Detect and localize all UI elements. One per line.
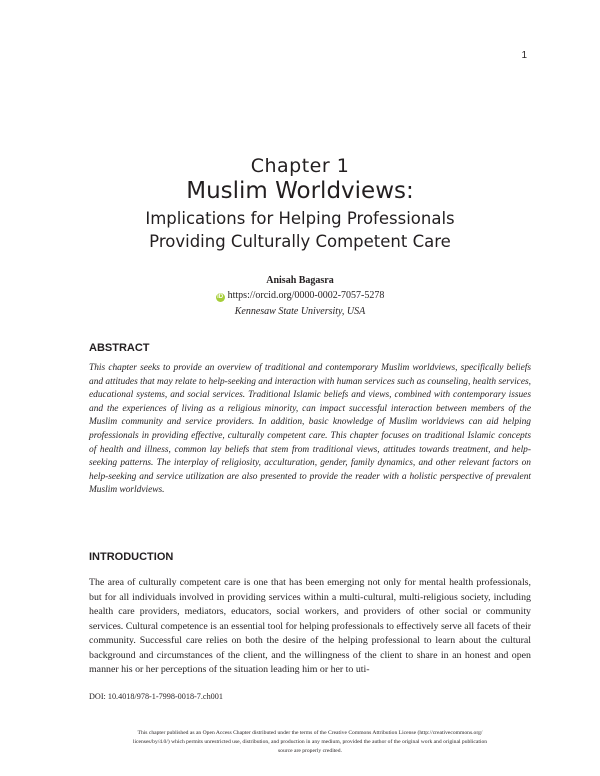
- footnote-line-2: licenses/by/4.0/) which permits unrestricted use, distribution, and production in any medium, provided the author of the original work and original publication: [132, 738, 488, 745]
- introduction-heading: INTRODUCTION: [89, 551, 174, 563]
- author-name: Anisah Bagasra: [266, 275, 334, 286]
- subtitle-line-1: Implications for Helping Professionals: [145, 209, 455, 228]
- affiliation: Kennesaw State University, USA: [234, 306, 366, 317]
- chapter-label: Chapter 1: [250, 155, 350, 177]
- page-number: 1: [521, 50, 527, 61]
- introduction-text: The area of culturally competent care is one that has been emerging not only for mental health professionals, but for all individuals involved in providing services within a multi-cultural, multi-religious society, including health care providers, mediators, educators, social workers, and providers of other social or community services. Cultural competence is an essential tool for helping professionals to effectively serve all facets of their community. Successful care relies on both the desire of the helping professional to learn about the cultural background and circumstances of the client, and the willingness of the client to share in an honest and open manner his or her perceptions of the situation leading him or her to uti-: [89, 577, 531, 675]
- abstract-heading: ABSTRACT: [89, 342, 150, 354]
- footnote-line-1: This chapter published as an Open Access Chapter distributed under the terms of the Creative Commons Attribution License (http://creativecommons.org/: [137, 730, 483, 736]
- chapter-title: Muslim Worldviews:: [186, 178, 414, 204]
- orcid-line: [0, 290, 600, 302]
- chapter-subtitle: [0, 207, 600, 253]
- orcid-link[interactable]: https://orcid.org/0000-0002-7057-5278: [227, 290, 385, 301]
- subtitle-line-2: Providing Culturally Competent Care: [149, 232, 451, 251]
- orcid-icon: iD: [217, 294, 224, 300]
- footnote-line-3: source are properly credited.: [278, 747, 342, 754]
- abstract-text: This chapter seeks to provide an overview of traditional and contemporary Muslim worldviews, specifically beliefs and attitudes that may relate to help-seeking and interaction with human services such as counseling, health services, educational systems, and social services. Traditional Islamic beliefs and views, combined with contemporary issues and the experiences of living as a religious minority, can impact successful interaction between members of the Muslim community and service providers. In addition, basic knowledge of Muslim worldviews can aid helping professionals in providing effective, culturally competent care. This chapter focuses on traditional Islamic concepts of health and illness, common lay beliefs that stem from traditional views, attitudes towards treatment, and help-seeking patterns. The interplay of religiosity, acculturation, gender, family dynamics, and other relevant factors on help-seeking and service utilization are also presented to provide the reader with a holistic perspective of prevalent Muslim worldviews.: [89, 363, 531, 496]
- license-footnote: [89, 729, 531, 755]
- doi: DOI: 10.4018/978-1-7998-0018-7.ch001: [89, 692, 223, 701]
